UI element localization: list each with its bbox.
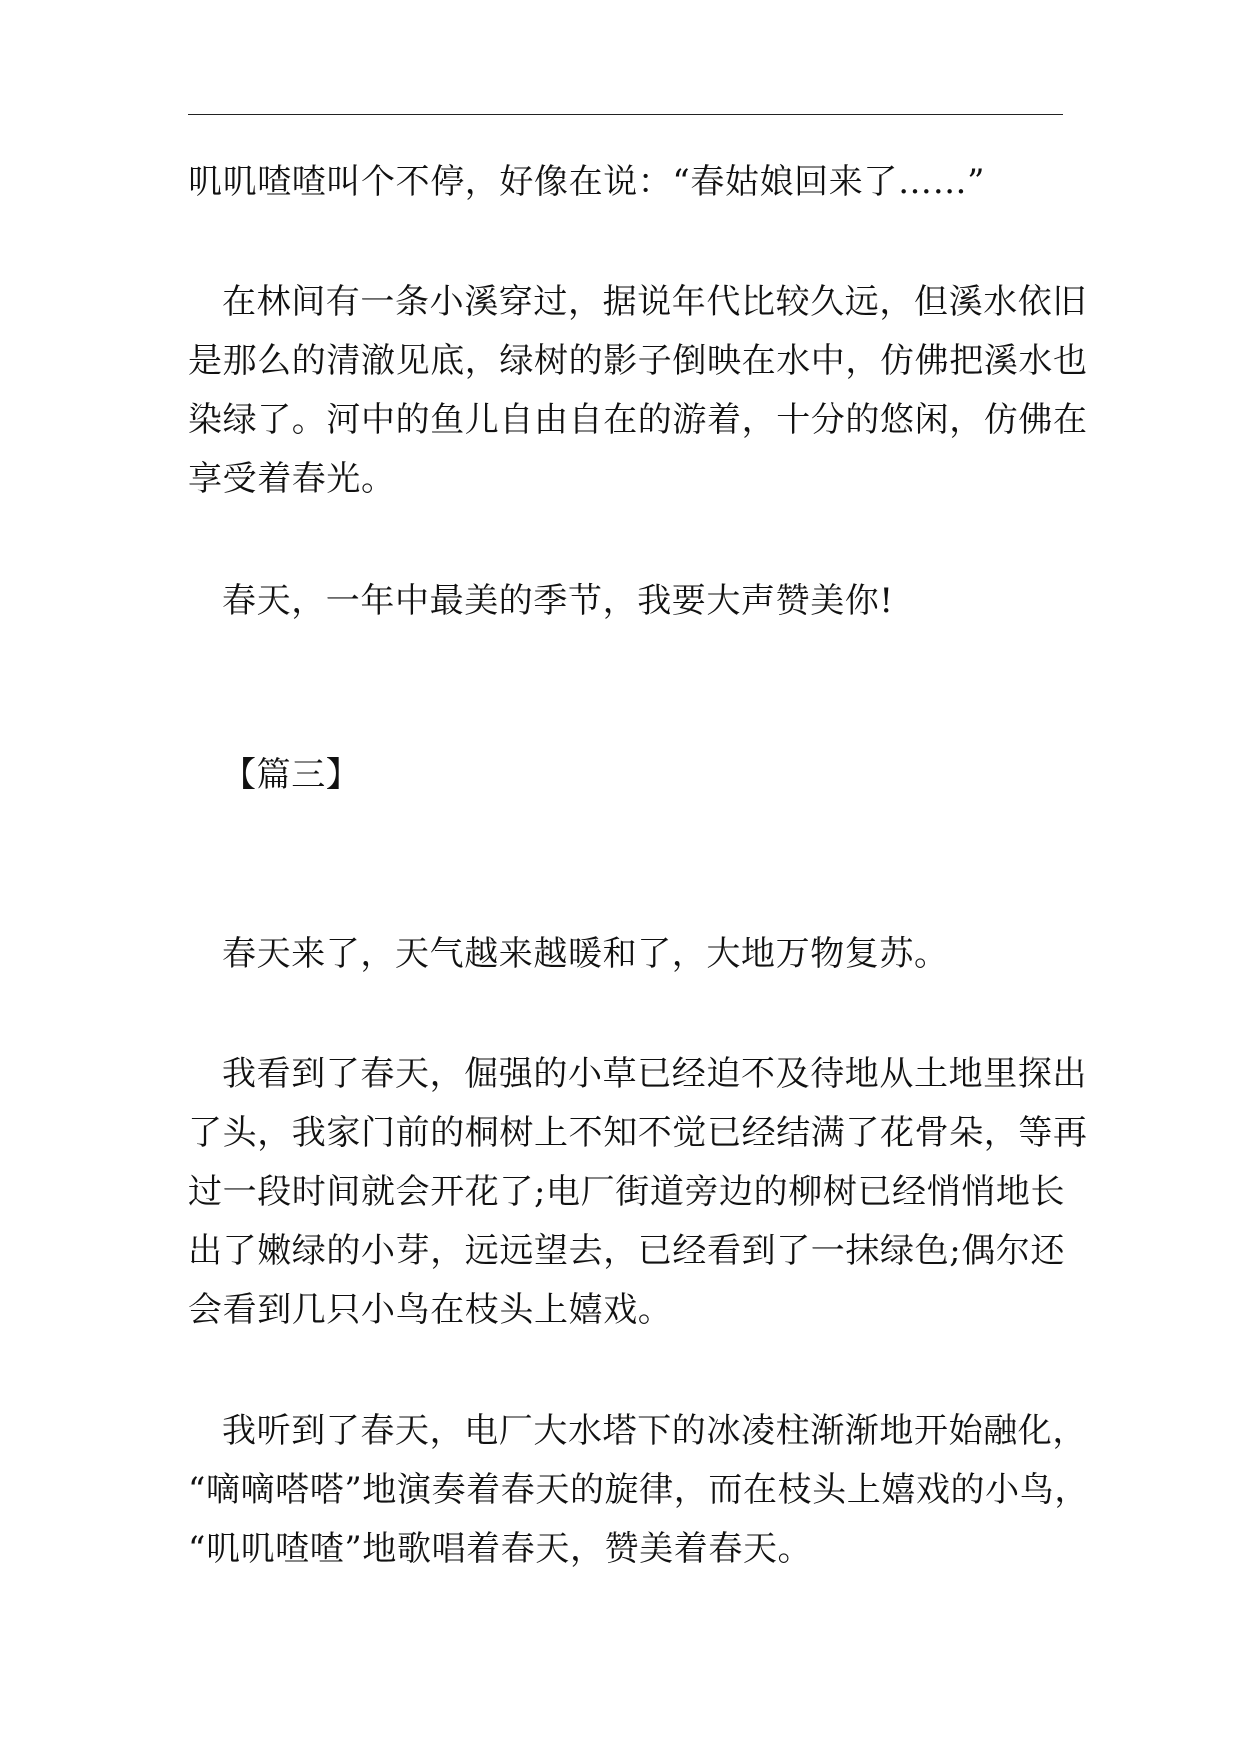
paragraph-saw-spring-line-2: 了头，我家门前的桐树上不知不觉已经结满了花骨朵，等再 [188, 1113, 1088, 1153]
paragraph-stream-line-2: 是那么的清澈见底，绿树的影子倒映在水中，仿佛把溪水也 [188, 341, 1088, 381]
paragraph-saw-spring-line-5: 会看到几只小鸟在枝头上嬉戏。 [188, 1290, 673, 1330]
paragraph-praise-line: 春天，一年中最美的季节，我要大声赞美你! [222, 581, 894, 621]
paragraph-saw-spring-line-1: 我看到了春天，倔强的小草已经迫不及待地从土地里探出 [222, 1054, 1087, 1094]
paragraph-saw-spring-line-4: 出了嫩绿的小芽，远远望去，已经看到了一抹绿色;偶尔还 [188, 1231, 1066, 1271]
paragraph-stream-line-1: 在林间有一条小溪穿过，据说年代比较久远，但溪水依旧 [222, 282, 1087, 322]
paragraph-stream-line-4: 享受着春光。 [188, 459, 396, 499]
header-rule [188, 114, 1063, 115]
paragraph-heard-spring-line-2: “嘀嘀嗒嗒”地演奏着春天的旋律，而在枝头上嬉戏的小鸟， [188, 1470, 1089, 1510]
paragraph-stream-line-3: 染绿了。河中的鱼儿自由自在的游着，十分的悠闲，仿佛在 [188, 400, 1088, 440]
paragraph-continuation-line: 叽叽喳喳叫个不停，好像在说：“春姑娘回来了……” [188, 162, 986, 202]
paragraph-spring-arrives-line: 春天来了，天气越来越暖和了，大地万物复苏。 [222, 934, 949, 974]
paragraph-heard-spring-line-3: “叽叽喳喳”地歌唱着春天，赞美着春天。 [188, 1529, 813, 1569]
paragraph-saw-spring-line-3: 过一段时间就会开花了;电厂街道旁边的柳树已经悄悄地长 [188, 1172, 1066, 1212]
section-heading: 【篇三】 [222, 755, 361, 795]
paragraph-heard-spring-line-1: 我听到了春天，电厂大水塔下的冰凌柱渐渐地开始融化， [222, 1411, 1087, 1451]
